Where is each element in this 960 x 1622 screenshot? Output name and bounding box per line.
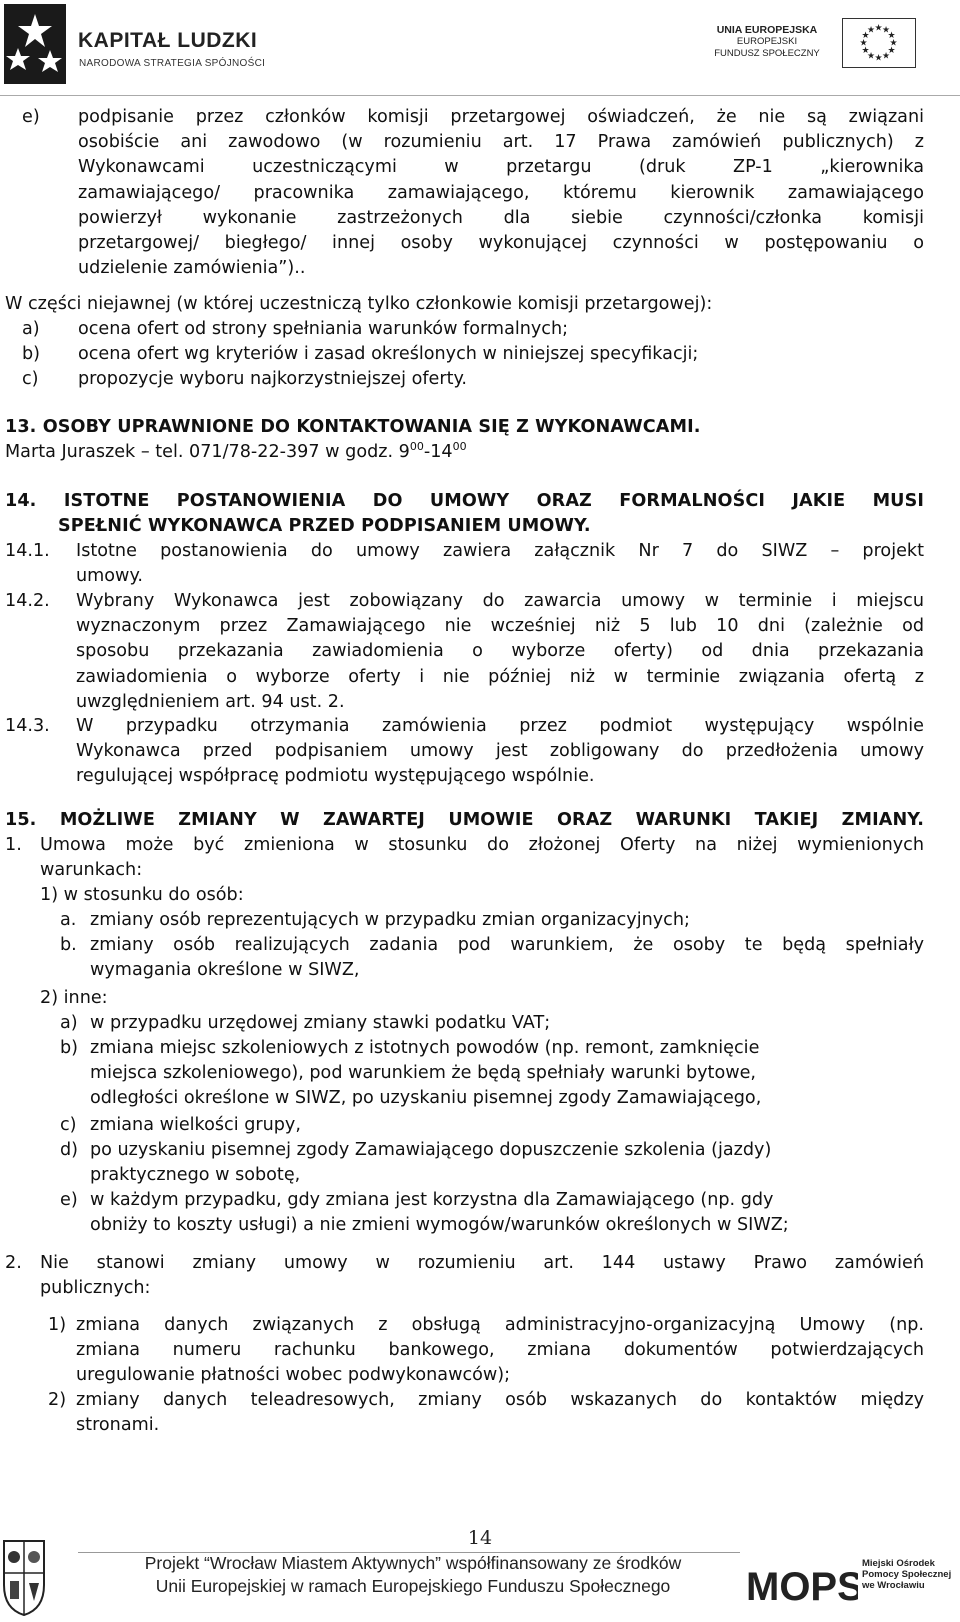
text-line: uwzględnieniem art. 94 ust. 2. (76, 691, 345, 712)
text-line: w przypadku urzędowej zmiany stawki podatku VAT; (90, 1013, 551, 1033)
mops-line1: Miejski Ośrodek (862, 1558, 935, 1569)
mops-line3: we Wrocławiu (862, 1580, 925, 1591)
item-label: 1) (48, 1315, 67, 1335)
text-line: miejsca szkoleniowego), pod warunkiem że będą spełniały warunki bytowe, (90, 1063, 757, 1084)
item-text (90, 1036, 924, 1112)
item-text (90, 1113, 924, 1138)
item-label: 1. (5, 835, 22, 855)
text-line: zmiany danych teleadresowych, zmiany osób wskazanych do kontaktów między (76, 1390, 924, 1410)
text-line: warunkach: (40, 860, 143, 881)
footer-text (88, 1552, 738, 1598)
text-line: regulującej współpracę podmiotu występującego wspólnie. (76, 766, 595, 787)
item-label: b) (22, 344, 41, 364)
item-label: c) (60, 1115, 77, 1135)
footer-line2: Unii Europejskiej w ramach Europejskiego Funduszu Społecznego (155, 1576, 671, 1596)
secret-intro: W części niejawnej (w której uczestniczą tylko członkowie komisji przetargowej): (5, 294, 713, 314)
text-line: w każdym przypadku, gdy zmiana jest korzystna dla Zamawiającego (np. gdy (90, 1190, 774, 1210)
item-text (90, 908, 924, 933)
text-line: zmiany osób reprezentujących w przypadku zmian organizacyjnych; (90, 910, 690, 930)
item-label: e) (22, 107, 40, 127)
page-number: 14 (467, 1527, 493, 1549)
contact-line (5, 440, 467, 465)
eu-star-icon: ★ (866, 25, 876, 36)
item-label: d) (60, 1140, 79, 1160)
text-line: zmiana wielkości grupy, (90, 1115, 301, 1135)
eu-star-icon: ★ (859, 38, 868, 49)
stars-emblem-icon (4, 4, 74, 88)
contact-text: -14 (423, 442, 453, 462)
text-line: stronami. (76, 1415, 160, 1436)
item-text: ocena ofert wg kryteriów i zasad określonych w niniejszej specyfikacji; (78, 344, 699, 364)
item-label: 14.3. (5, 716, 50, 736)
item-text (76, 1388, 924, 1438)
text-line: praktycznego w sobotę, (90, 1165, 301, 1186)
item-label: b. (60, 935, 77, 955)
section-heading: SPEŁNIĆ WYKONAWCA PRZED PODPISANIEM UMOWY. (58, 516, 591, 536)
mops-logo-text: MOPS (746, 1565, 858, 1609)
item-text (90, 933, 924, 983)
text-line: powierzył wykonanie zastrzeżonych dla siebie czynności/członka komisji (78, 207, 924, 228)
item-label: a) (60, 1013, 78, 1033)
superscript: 00 (452, 440, 467, 453)
text-line: publicznych: (40, 1278, 151, 1299)
item-text (40, 1251, 924, 1301)
text-line: podpisanie przez członków komisji przetargowej oświadczeń, że nie są związani (78, 107, 924, 127)
item-label: c) (22, 369, 39, 389)
text-line: Nie stanowi zmiany umowy w rozumieniu art. 144 ustawy Prawo zamówień (40, 1253, 924, 1273)
text-line: zmiana miejsc szkoleniowych z istotnych powodów (np. remont, zamknięcie (90, 1038, 760, 1058)
text-line: Istotne postanowienia do umowy zawiera załącznik Nr 7 do SIWZ – projekt (76, 541, 924, 561)
item-text (76, 714, 924, 790)
item-text (40, 833, 924, 883)
item-text (78, 105, 924, 281)
item-label: b) (60, 1038, 79, 1058)
item-label: 14.1. (5, 541, 50, 561)
item-text (76, 539, 924, 589)
text-line: sposobu przekazania zawiadomienia o wyborze oferty) od dnia przekazania (76, 641, 924, 662)
sub-heading: 2) inne: (40, 988, 108, 1008)
item-text (76, 589, 924, 715)
text-line: wyznaczonym przez Zamawiającego nie wcześniej niż 5 lub 10 dni (zależnie od (76, 616, 924, 637)
text-line: Wykonawca przed podpisaniem umowy jest zobligowany do przedłożenia umowy (76, 741, 924, 762)
text-line: odległości określone w SIWZ, po uzyskaniu pisemnej zgody Zamawiającego, (90, 1088, 762, 1109)
item-label: 14.2. (5, 591, 50, 611)
text-line: przetargowej/ biegłego/ innej osoby wykonującej czynności w postępowaniu o (78, 233, 924, 254)
logo-title: KAPITAŁ LUDZKI (78, 29, 258, 52)
text-line: po uzyskaniu pisemnej zgody Zamawiającego dopuszczenie szkolenia (jazdy) (90, 1140, 772, 1160)
item-label: a) (22, 319, 40, 339)
text-line: uregulowanie płatności wobec podwykonawców); (76, 1365, 511, 1386)
superscript: 00 (409, 440, 424, 453)
eu-star-icon: ★ (861, 31, 870, 41)
section-heading: 15. MOŻLIWE ZMIANY W ZAWARTEJ UMOWIE ORAZ WARUNKI TAKIEJ ZMIANY. (5, 810, 924, 830)
sub-heading: 1) w stosunku do osób: (40, 885, 244, 905)
eu-star-icon: ★ (881, 25, 891, 36)
text-line: Wybrany Wykonawca jest zobowiązany do zawarcia umowy w terminie i miejscu (76, 591, 924, 611)
text-line: wymagania określone w SIWZ, (90, 960, 360, 981)
text-line: zawiadomienia o wyborze oferty i nie później niż w terminie związania ofertą z (76, 666, 924, 687)
item-text (90, 1011, 924, 1036)
eu-star-icon: ★ (874, 53, 883, 64)
header-divider (0, 95, 960, 96)
wroclaw-coat-of-arms-icon (2, 1537, 46, 1617)
item-text: propozycje wyboru najkorzystniejszej oferty. (78, 369, 468, 389)
text-line: W przypadku otrzymania zamówienia przez podmiot występujący wspólnie (76, 716, 924, 736)
kapital-ludzki-logo (4, 4, 266, 88)
logo-subtitle: NARODOWA STRATEGIA SPÓJNOŚCI (79, 58, 266, 69)
eu-star-icon: ★ (881, 51, 891, 62)
contact-text: Marta Juraszek – tel. 071/78-22-397 w godz. 9 (5, 442, 410, 462)
item-label: 2. (5, 1253, 22, 1273)
eu-star-icon: ★ (889, 38, 898, 49)
item-label: 2) (48, 1390, 67, 1410)
eu-line3: FUNDUSZ SPOŁECZNY (714, 48, 820, 59)
eu-line1: UNIA EUROPEJSKA (716, 24, 818, 36)
text-line: udzielenie zamówienia”).. (78, 258, 306, 279)
text-line: osobiście ani zawodowo (w rozumieniu art. 17 Prawa zamówień publicznych) z (78, 132, 924, 153)
text-line: zamawiającego/ pracownika zamawiającego, któremu kierownik zamawiającego (78, 182, 924, 203)
text-line: Wykonawcami uczestniczącymi w przetargu (druk ZP-1 „kierownika (78, 157, 924, 178)
eu-star-icon: ★ (887, 31, 896, 41)
item-text: ocena ofert od strony spełniania warunków formalnych; (78, 319, 569, 339)
text-line: zmiany osób realizujących zadania pod warunkiem, że osoby te będą spełniały (90, 935, 924, 955)
item-text (90, 1138, 924, 1188)
footer-line1: Projekt “Wrocław Miastem Aktywnych” współfinansowany ze środków (144, 1553, 682, 1573)
mops-logo (742, 1552, 858, 1612)
eu-line2: EUROPEJSKI (736, 36, 798, 47)
eu-star-icon: ★ (861, 46, 870, 56)
section-heading: 14. ISTOTNE POSTANOWIENIA DO UMOWY ORAZ FORMALNOŚCI JAKIE MUSI (5, 491, 924, 511)
mops-line2: Pomocy Społecznej (862, 1569, 952, 1580)
text-line: umowy. (76, 566, 143, 587)
text-line: Umowa może być zmieniona w stosunku do złożonej Oferty na niżej wymienionych (40, 835, 924, 855)
eu-star-icon: ★ (866, 51, 876, 62)
text-line: obniży to koszty usługi) a nie zmieni wymogów/warunków określonych w SIWZ; (90, 1215, 789, 1236)
item-label: e) (60, 1190, 78, 1210)
mops-caption (862, 1558, 954, 1591)
item-label: a. (60, 910, 77, 930)
eu-star-icon: ★ (887, 46, 896, 56)
eu-flag-icon (842, 18, 916, 68)
item-text (90, 1188, 924, 1238)
text-line: zmiana numeru rachunku bankowego, zmiana dokumentów potwierdzających (76, 1340, 924, 1361)
text-line: zmiana danych związanych z obsługą administracyjno-organizacyjną Umowy (np. (76, 1315, 924, 1335)
eu-star-icon: ★ (874, 23, 883, 34)
section-heading: 13. OSOBY UPRAWNIONE DO KONTAKTOWANIA SIĘ Z WYKONAWCAMI. (5, 417, 701, 437)
eu-logo-text (702, 24, 832, 60)
item-text (76, 1313, 924, 1389)
